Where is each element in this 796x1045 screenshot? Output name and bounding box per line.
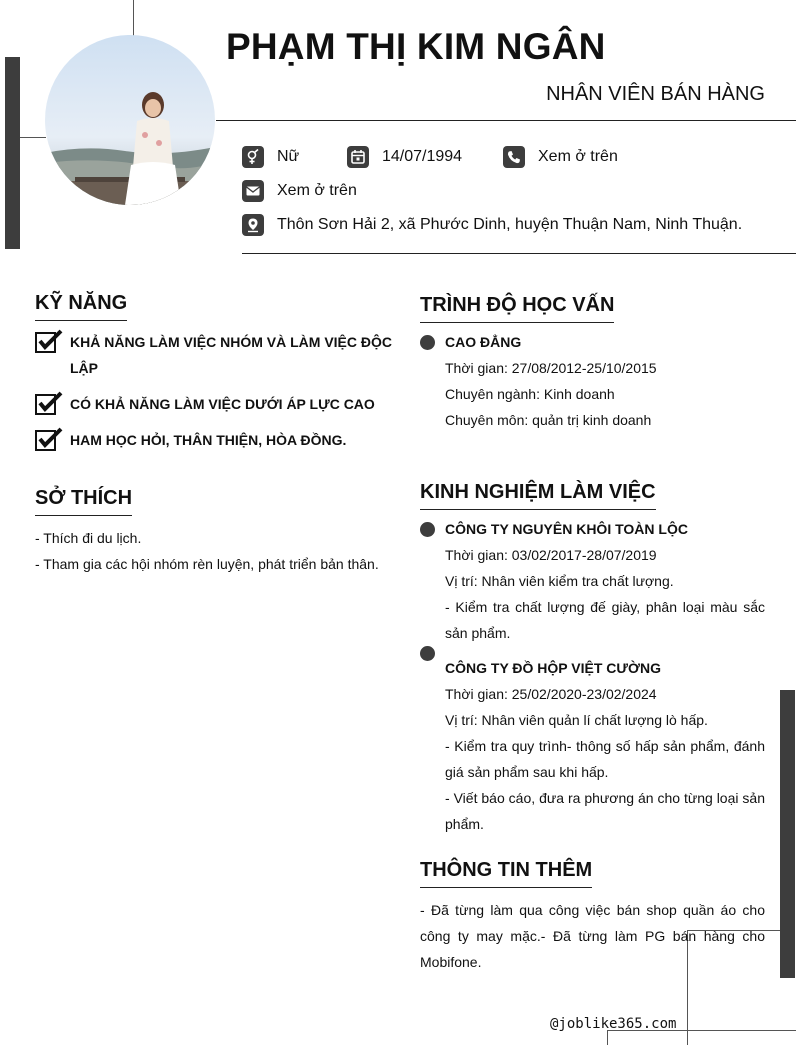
right-accent-bar [780,690,795,978]
footer-watermark: @joblike365.com [550,1016,677,1032]
experience-task: - Kiểm tra chất lượng đế giày, phân loại màu sắc sản phẩm. [445,599,765,641]
bullet-dot-icon [420,522,435,537]
info-email [242,180,357,202]
skill-label: CÓ KHẢ NĂNG LÀM VIỆC DƯỚI ÁP LỰC CAO [70,396,375,412]
skill-item [35,329,395,381]
candidate-name: PHẠM THỊ KIM NGÂN [226,26,606,67]
address-value: Thôn Sơn Hải 2, xã Phước Dinh, huyện Thuận Nam, Ninh Thuận. [277,216,743,233]
skill-item [35,391,395,417]
header-divider [216,120,796,121]
experience-time: Thời gian: 25/02/2020-23/02/2024 [445,686,657,702]
checkbox-checked-icon [35,329,63,353]
email-value: Xem ở trên [277,182,357,199]
bullet-dot-icon [420,335,435,350]
gender-icon [242,146,264,168]
experience-task: - Viết báo cáo, đưa ra phương án cho từng loại sản phẩm. [445,790,765,832]
additional-text: - Đã từng làm qua công việc bán shop quần áo cho công ty may mặc.- Đã từng làm PG bán hàng cho Mobifone. [420,902,765,970]
education-entry [420,329,765,433]
education-time: Thời gian: 27/08/2012-25/10/2015 [445,360,657,376]
location-icon [242,214,264,236]
hobby-item: - Tham gia các hội nhóm rèn luyện, phát triển bản thân. [35,556,379,572]
gender-value: Nữ [277,148,300,165]
experience-entry [420,516,765,646]
skill-item [35,427,395,453]
mail-icon [242,180,264,202]
decor-line-v2 [607,1030,608,1045]
skill-label: HAM HỌC HỎI, THÂN THIỆN, HÒA ĐỒNG. [70,432,347,448]
contact-divider [242,253,796,254]
info-address [242,214,742,236]
education-major: Chuyên ngành: Kinh doanh [445,386,615,402]
education-title: TRÌNH ĐỘ HỌC VẤN [420,294,614,323]
skill-label: KHẢ NĂNG LÀM VIỆC NHÓM VÀ LÀM VIỆC ĐỘC LẬP [70,334,392,376]
phone-icon [503,146,525,168]
phone-value: Xem ở trên [538,148,618,165]
hobbies-title: SỞ THÍCH [35,487,132,516]
checkbox-checked-icon [35,391,63,415]
info-birthdate [347,146,462,168]
education-level: CAO ĐẲNG [445,334,522,350]
experience-company: CÔNG TY NGUYÊN KHÔI TOÀN LỘC [445,521,688,537]
calendar-icon [347,146,369,168]
avatar-photo [45,35,215,205]
info-gender [242,146,299,168]
hobby-item: - Thích đi du lịch. [35,530,142,546]
experience-time: Thời gian: 03/02/2017-28/07/2019 [445,547,657,563]
decor-line-vertical-top [133,0,134,36]
birthdate-value: 14/07/1994 [382,148,463,165]
decor-line-horizontal-left [20,137,46,138]
job-title: NHÂN VIÊN BÁN HÀNG [546,83,765,105]
avatar [45,35,215,205]
info-phone [503,146,618,168]
skills-title: KỸ NĂNG [35,292,127,321]
experience-task: - Kiểm tra quy trình- thông số hấp sản phẩm, đánh giá sản phẩm sau khi hấp. [445,738,765,780]
bullet-dot-icon [420,646,435,661]
experience-company: CÔNG TY ĐỒ HỘP VIỆT CƯỜNG [445,660,661,676]
left-accent-bar [5,57,20,249]
additional-title: THÔNG TIN THÊM [420,859,592,888]
experience-position: Vị trí: Nhân viên kiểm tra chất lượng. [445,573,674,589]
education-specialty: Chuyên môn: quản trị kinh doanh [445,412,652,428]
experience-position: Vị trí: Nhân viên quản lí chất lượng lò hấp. [445,712,708,728]
experience-title: KINH NGHIỆM LÀM VIỆC [420,481,656,510]
checkbox-checked-icon [35,427,63,451]
experience-entry [420,646,765,837]
